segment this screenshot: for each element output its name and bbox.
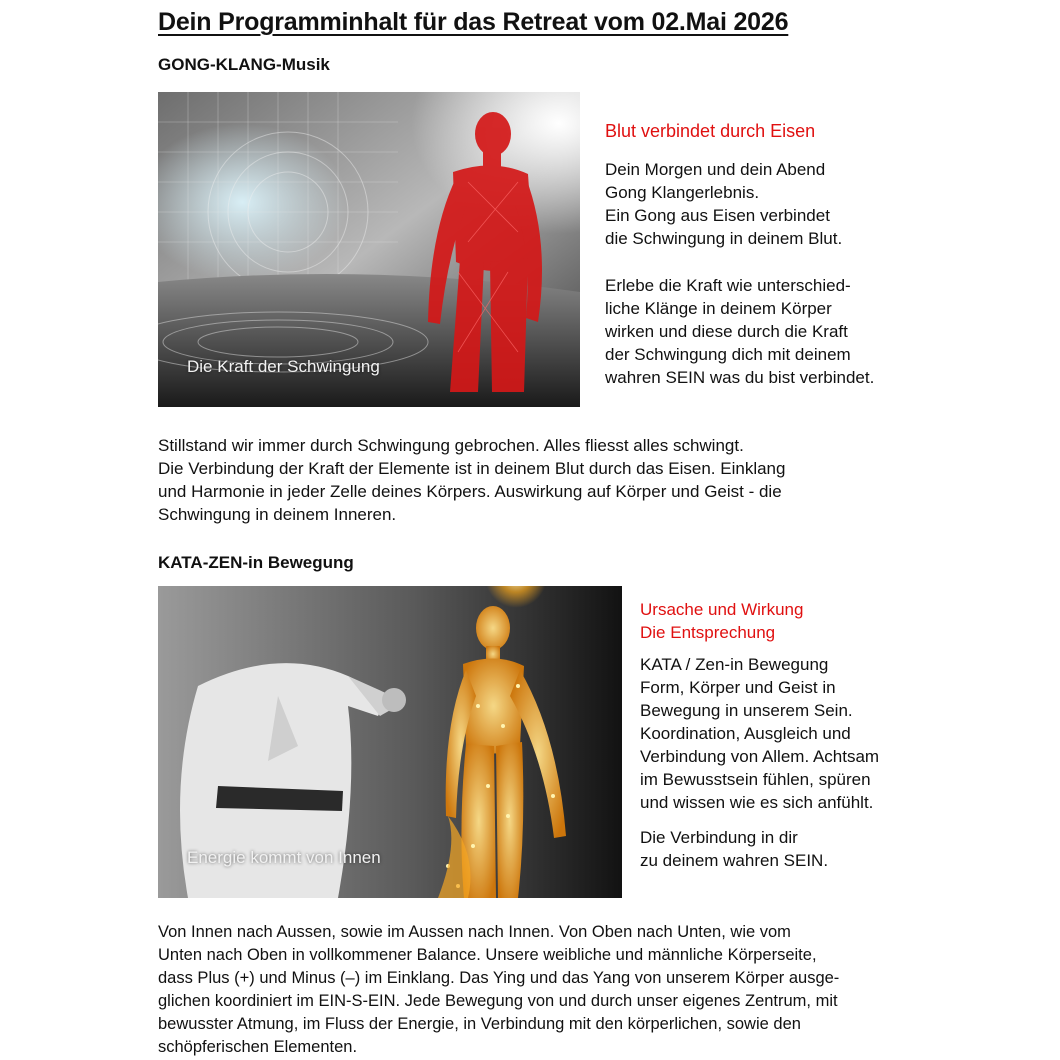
- kata-image-caption: Energie kommt von Innen: [187, 848, 381, 867]
- text-line: und wissen wie es sich anfühlt.: [640, 793, 874, 812]
- text-line: im Bewusstsein fühlen, spüren: [640, 770, 871, 789]
- text-line: Die Entsprechung: [640, 623, 776, 642]
- gong-side-title: Blut verbindet durch Eisen: [605, 121, 816, 141]
- text-line: glichen koordiniert im EIN-S-EIN. Jede Bewegung von und durch unser eigenes Zentrum, mit: [158, 992, 838, 1010]
- text-line: die Schwingung in deinem Blut.: [605, 229, 843, 248]
- text-line: Gong Klangerlebnis.: [605, 183, 760, 202]
- text-line: wirken und diese durch die Kraft: [605, 322, 848, 341]
- text-line: liche Klänge in deinem Körper: [605, 299, 832, 318]
- text-line: schöpferischen Elementen.: [158, 1038, 358, 1056]
- text-line: wahren SEIN was du bist verbindet.: [605, 368, 875, 387]
- text-line: Von Innen nach Aussen, sowie im Aussen nach Innen. Von Oben nach Unten, wie vom: [158, 923, 791, 941]
- gong-image: [158, 92, 580, 407]
- text-line: Die Verbindung in dir: [640, 828, 798, 847]
- text-line: Ursache und Wirkung: [640, 600, 804, 619]
- section-heading-kata: KATA-ZEN-in Bewegung: [158, 553, 354, 572]
- text-line: KATA / Zen-in Bewegung: [640, 655, 829, 674]
- section-heading-gong: GONG-KLANG-Musik: [158, 55, 330, 74]
- text-line: Stillstand wir immer durch Schwingung gebrochen. Alles fliesst alles schwingt.: [158, 436, 744, 455]
- kata-side-paragraph-1: [640, 653, 879, 814]
- text-line: Koordination, Ausgleich und: [640, 724, 851, 743]
- text-line: Verbindung von Allem. Achtsam: [640, 747, 880, 766]
- text-line: Die Verbindung der Kraft der Elemente ist in deinem Blut durch das Eisen. Einklang: [158, 459, 786, 478]
- text-line: Dein Morgen und dein Abend: [605, 160, 826, 179]
- kata-body-text: [158, 921, 839, 1059]
- text-line: Unten nach Oben in vollkommener Balance. Unsere weibliche und männliche Körperseite,: [158, 946, 817, 964]
- text-line: Erlebe die Kraft wie unterschied-: [605, 276, 851, 295]
- text-line: und Harmonie in jeder Zelle deines Körpers. Auswirkung auf Körper und Geist - die: [158, 482, 782, 501]
- gong-side-paragraph-1: [605, 158, 842, 250]
- text-line: Form, Körper und Geist in: [640, 678, 836, 697]
- gong-side-paragraph-2: [605, 274, 874, 389]
- text-line: zu deinem wahren SEIN.: [640, 851, 829, 870]
- text-line: der Schwingung dich mit deinem: [605, 345, 851, 364]
- text-line: Schwingung in deinem Inneren.: [158, 505, 397, 524]
- text-line: Bewegung in unserem Sein.: [640, 701, 853, 720]
- text-line: bewusster Atmung, im Fluss der Energie, in Verbindung mit den körperlichen, sowie den: [158, 1015, 801, 1033]
- kata-side-paragraph-2: [640, 826, 828, 872]
- text-line: dass Plus (+) und Minus (–) im Einklang. Das Ying und das Yang von unserem Körper ausge-: [158, 969, 840, 987]
- gong-image-caption: Die Kraft der Schwingung: [187, 357, 380, 376]
- page-title: Dein Programminhalt für das Retreat vom 02.Mai 2026: [158, 8, 789, 36]
- kata-image: [158, 586, 622, 898]
- kata-side-title: [640, 598, 803, 644]
- gong-body-text: [158, 434, 785, 526]
- text-line: Ein Gong aus Eisen verbindet: [605, 206, 830, 225]
